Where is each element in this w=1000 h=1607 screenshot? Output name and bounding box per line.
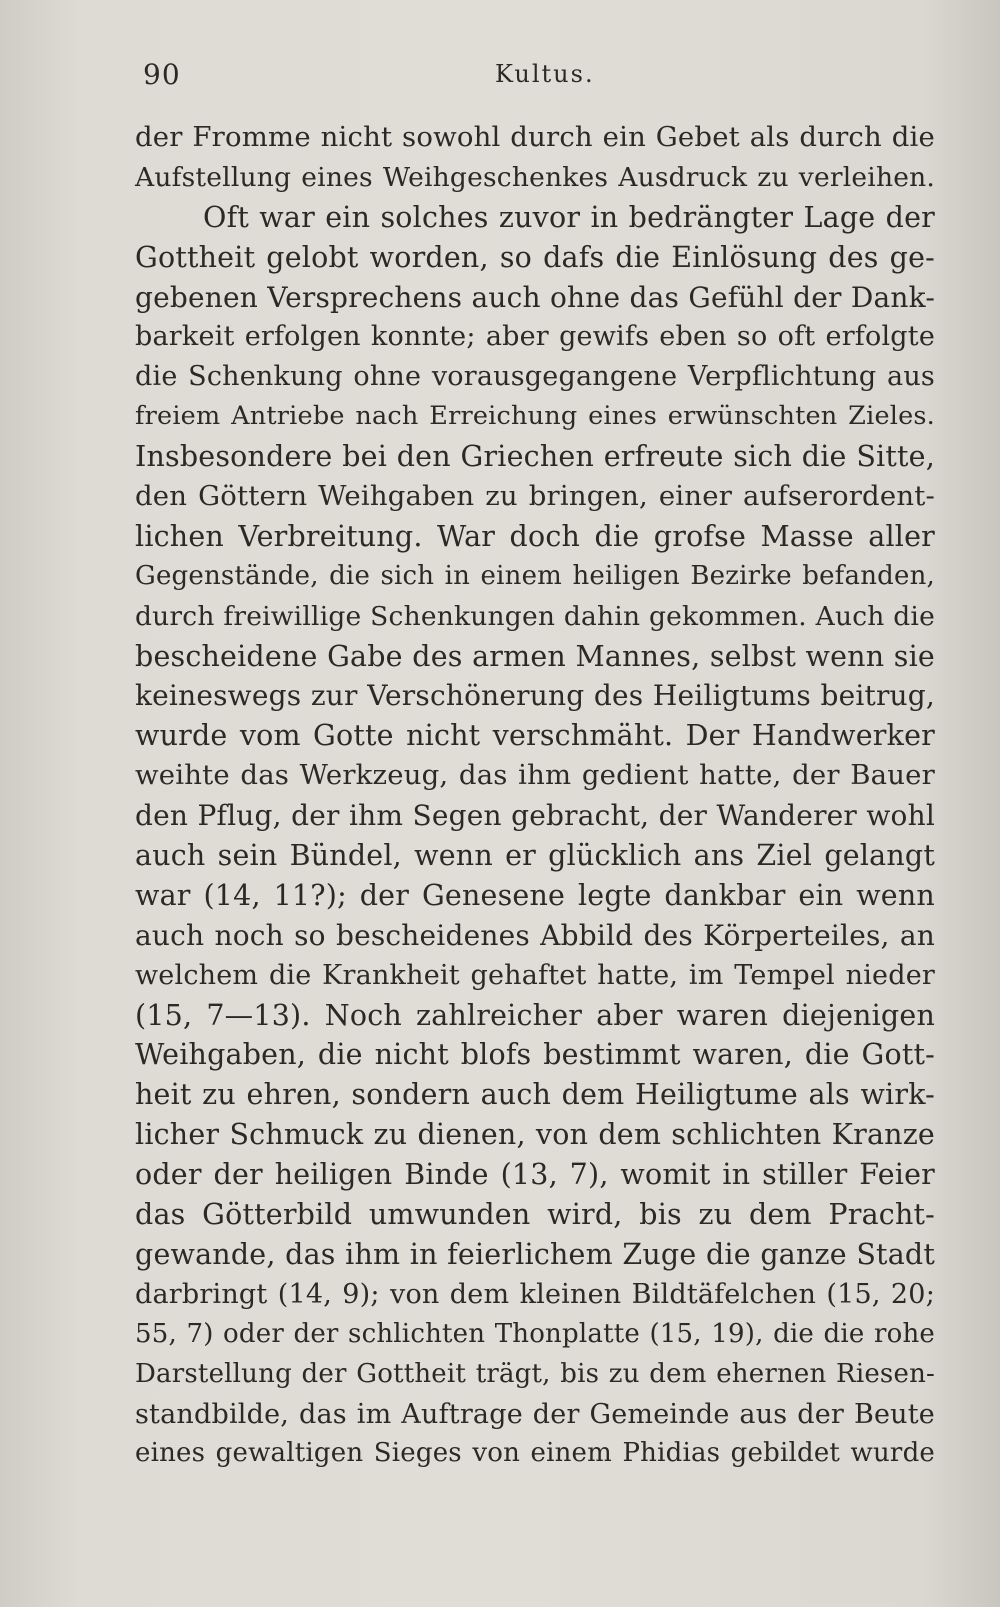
text-line: der Fromme nicht sowohl durch ein Gebet als durch die	[135, 121, 935, 153]
text-line: standbilde, das im Auftrage der Gemeinde aus der Beute	[135, 1398, 935, 1430]
text-line: das Götterbild umwunden wird, bis zu dem Pracht-	[135, 1198, 935, 1232]
text-line: lichen Verbreitung. War doch die grofse Masse aller	[135, 519, 935, 553]
text-line: den Pflug, der ihm Segen gebracht, der Wanderer wohl	[135, 799, 935, 833]
page-number: 90	[143, 58, 181, 91]
text-line: den Göttern Weihgaben zu bringen, einer aufserordent-	[135, 480, 935, 513]
text-line: freiem Antriebe nach Erreichung eines erwünschten Zieles.	[135, 401, 935, 432]
text-line: bescheidene Gabe des armen Mannes, selbst wenn sie	[135, 639, 935, 673]
text-line: durch freiwillige Schenkungen dahin gekommen. Auch die	[135, 600, 935, 632]
running-head: Kultus.	[495, 60, 595, 88]
text-line: die Schenkung ohne vorausgegangene Verpflichtung aus	[135, 361, 935, 393]
text-line: weihte das Werkzeug, das ihm gedient hatte, der Bauer	[135, 759, 935, 792]
text-line: Insbesondere bei den Griechen erfreute sich die Sitte,	[135, 440, 935, 474]
text-line: 55, 7) oder der schlichten Thonplatte (15, 19), die die rohe	[135, 1318, 935, 1349]
text-line: licher Schmuck zu dienen, von dem schlichten Kranze	[135, 1118, 935, 1152]
text-line: barkeit erfolgen konnte; aber gewifs eben so oft erfolgte	[135, 321, 935, 353]
text-line: Oft war ein solches zuvor in bedrängter Lage der	[203, 200, 935, 234]
text-line: Darstellung der Gottheit trägt, bis zu dem ehernen Riesen-	[135, 1358, 935, 1389]
text-line: oder der heiligen Binde (13, 7), womit in stiller Feier	[135, 1158, 935, 1192]
text-line: heit zu ehren, sondern auch dem Heiligtume als wirk-	[135, 1078, 935, 1112]
text-line: war (14, 11?); der Genesene legte dankbar ein wenn	[135, 878, 935, 912]
page-header	[143, 58, 943, 92]
text-line: Gegenstände, die sich in einem heiligen Bezirke befanden,	[135, 560, 935, 591]
text-line: gebenen Versprechens auch ohne das Gefühl der Dank-	[135, 280, 935, 314]
text-line: Weihgaben, die nicht blofs bestimmt waren, die Gott-	[135, 1038, 935, 1072]
text-line: Aufstellung eines Weihgeschenkes Ausdruck zu verleihen.	[135, 161, 935, 193]
text-line: eines gewaltigen Sieges von einem Phidias gebildet wurde	[135, 1438, 935, 1469]
text-line: auch sein Bündel, wenn er glücklich ans Ziel gelangt	[135, 839, 935, 873]
body-text	[135, 118, 935, 1474]
text-line: darbringt (14, 9); von dem kleinen Bildtäfelchen (15, 20;	[135, 1278, 935, 1310]
text-line: auch noch so bescheidenes Abbild des Körperteiles, an	[135, 918, 935, 952]
text-line: Gottheit gelobt worden, so dafs die Einlösung des ge-	[135, 240, 935, 274]
text-line: gewande, das ihm in feierlichem Zuge die ganze Stadt	[135, 1237, 935, 1271]
text-line: wurde vom Gotte nicht verschmäht. Der Handwerker	[135, 719, 935, 753]
text-line: welchem die Krankheit gehaftet hatte, im Tempel nieder	[135, 959, 935, 991]
text-line: keineswegs zur Verschönerung des Heiligtums beitrug,	[135, 679, 935, 713]
text-line: (15, 7—13). Noch zahlreicher aber waren diejenigen	[135, 998, 935, 1032]
